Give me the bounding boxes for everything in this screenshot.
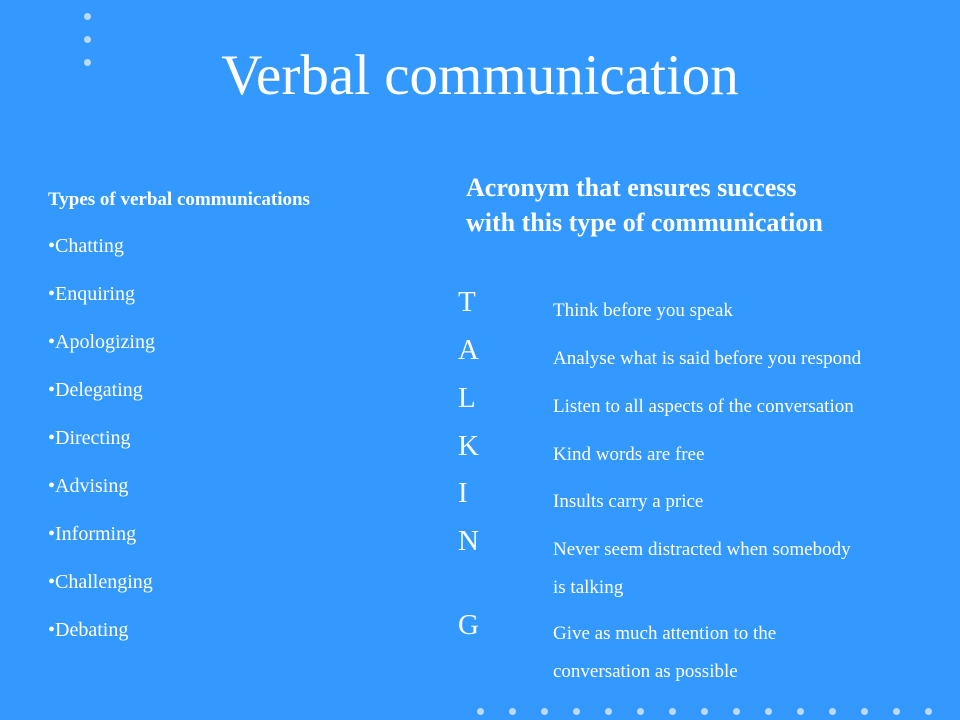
decoration-dot bbox=[701, 708, 708, 715]
acronym-letter: N bbox=[458, 525, 479, 557]
decoration-dot bbox=[541, 708, 548, 715]
decoration-dot bbox=[925, 708, 932, 715]
acronym-letter: K bbox=[458, 430, 479, 462]
decoration-dot bbox=[669, 708, 676, 715]
acronym-text bbox=[553, 340, 953, 378]
types-heading: Types of verbal communications bbox=[48, 189, 310, 210]
acronym-text-line1: Insults carry a price bbox=[553, 491, 704, 512]
list-item: •Delegating bbox=[48, 379, 143, 401]
list-item: •Chatting bbox=[48, 235, 124, 257]
acronym-text bbox=[553, 292, 953, 330]
acronym-text bbox=[553, 531, 953, 607]
slide-title: Verbal communication bbox=[221, 44, 739, 107]
list-item: •Enquiring bbox=[48, 283, 135, 305]
acronym-text-line2: conversation as possible bbox=[553, 661, 738, 682]
acronym-letter: L bbox=[458, 382, 476, 414]
types-list bbox=[48, 186, 438, 654]
acronym-text-line1: Analyse what is said before you respond bbox=[553, 348, 862, 369]
list-item: •Informing bbox=[48, 523, 137, 545]
acronym-text-line1: Listen to all aspects of the conversation bbox=[553, 396, 854, 417]
acronym-text bbox=[553, 483, 953, 521]
decoration-dot bbox=[477, 708, 484, 715]
acronym-text-line2: is talking bbox=[553, 577, 624, 598]
decoration-dot bbox=[573, 708, 580, 715]
acronym-heading bbox=[466, 170, 946, 240]
decoration-dot bbox=[797, 708, 804, 715]
acronym-letter: A bbox=[458, 334, 479, 366]
decoration-dot bbox=[84, 13, 91, 20]
acronym-text bbox=[553, 388, 953, 426]
list-item: •Advising bbox=[48, 475, 129, 497]
acronym-letter: G bbox=[458, 609, 479, 641]
acronym-text-line1: Think before you speak bbox=[553, 300, 733, 321]
acronym-heading-line1: Acronym that ensures success bbox=[466, 173, 797, 202]
list-item: •Directing bbox=[48, 427, 131, 449]
decoration-dot bbox=[893, 708, 900, 715]
decoration-dot bbox=[765, 708, 772, 715]
decoration-dot bbox=[637, 708, 644, 715]
decoration-dot bbox=[605, 708, 612, 715]
acronym-letter: I bbox=[458, 477, 468, 509]
list-item: •Apologizing bbox=[48, 331, 155, 353]
acronym-heading-line2: with this type of communication bbox=[466, 208, 823, 237]
acronym-text-line1: Never seem distracted when somebody bbox=[553, 539, 851, 560]
list-item: •Debating bbox=[48, 619, 129, 641]
decoration-dot bbox=[829, 708, 836, 715]
list-item: •Challenging bbox=[48, 571, 153, 593]
acronym-text-line1: Kind words are free bbox=[553, 444, 705, 465]
decoration-dot bbox=[509, 708, 516, 715]
acronym-text bbox=[553, 615, 953, 691]
acronym-text bbox=[553, 436, 953, 474]
acronym-letter: T bbox=[458, 286, 476, 318]
acronym-text-line1: Give as much attention to the bbox=[553, 623, 777, 644]
decoration-dot bbox=[861, 708, 868, 715]
decoration-dot bbox=[733, 708, 740, 715]
